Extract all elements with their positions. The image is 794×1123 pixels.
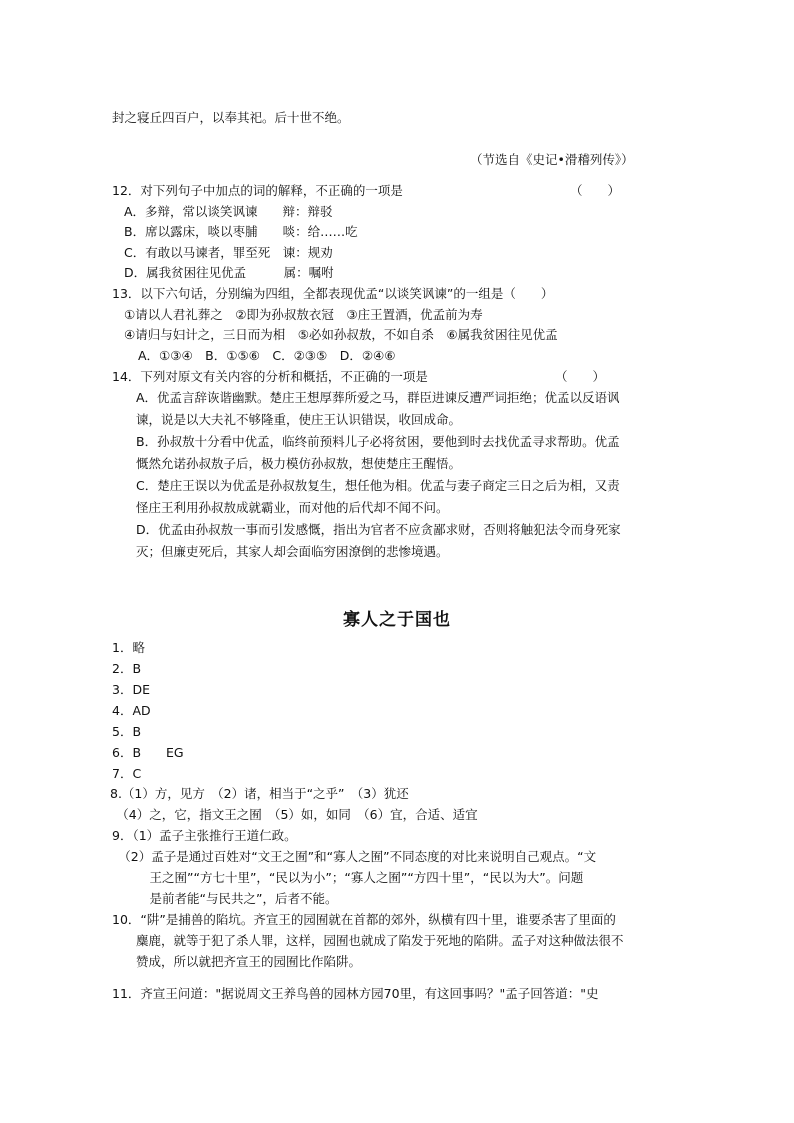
q12-option-d: D．属我贫困往见优孟 属：嘱咐 (124, 265, 334, 280)
q12-stem (112, 181, 403, 201)
q14-option-d-line-1: D．优孟由孙叔敖一事而引发感慨，指出为官者不应贪鄙求财，否则将触犯法令而身死家 (136, 522, 621, 537)
q14-option-d-line-2: 灭；但廉吏死后，其家人却会面临穷困潦倒的悲惨境遇。 (136, 544, 449, 559)
q13-line-1: ①请以人君礼葬之 ②即为孙叔敖衣冠 ③庄王置酒，优孟前为寿 (124, 307, 483, 322)
answer-4: 4．AD (112, 703, 151, 718)
q14-option-b-line-1: B．孙叔敖十分看中优孟，临终前预料儿子必将贫困，要他到时去找优孟寻求帮助。优孟 (136, 434, 620, 449)
answer-10-line-1: 10．“阱”是捕兽的陷坑。齐宣王的园囿就在首都的郊外，纵横有四十里，谁要杀害了里面的 (112, 912, 616, 927)
answer-5: 5．B (112, 724, 142, 739)
q12-stem-text: 12．对下列句子中加点的词的解释，不正确的一项是 (112, 183, 403, 198)
q14-answer-paren: （ ） (555, 369, 606, 384)
passage-end-line: 封之寝丘四百户，以奉其祀。后十世不绝。 (112, 110, 350, 125)
q12-option-b: B．席以露床，啖以枣脯 啖：给……吃 (124, 224, 358, 239)
answers-section-title: 寡人之于国也 (343, 610, 451, 630)
answer-8-line-2: （4）之，它，指文王之囿 （5）如，如同 （6）宜，合适、适宜 (110, 807, 478, 822)
q14-option-c-line-2: 怪庄王利用孙叔敖成就霸业，而对他的后代却不闻不问。 (136, 500, 449, 515)
q14-option-b-line-2: 慨然允诺孙叔敖子后，极力模仿孙叔敖，想使楚庄王醒悟。 (136, 456, 462, 471)
q14-option-a-line-2: 谏，说是以大夫礼不够隆重，使庄王认识错误，收回成命。 (136, 412, 462, 427)
answer-1: 1．略 (112, 640, 145, 655)
answer-9-line-1: 9．（1）孟子主张推行王道仁政。 (112, 828, 297, 843)
q12-option-a: A．多辩，常以谈笑讽谏 辩：辩驳 (124, 204, 333, 219)
passage-source: （节选自《史记•滑稽列传》） (470, 152, 634, 167)
answer-2: 2．B (112, 661, 142, 676)
q13-choices: A．①③④ B．①⑤⑥ C．②③⑤ D．②④⑥ (138, 348, 396, 363)
q12-answer-paren: （ ） (570, 183, 621, 198)
answer-9-line-2: （2）孟子是通过百姓对“文王之囿”和“寡人之囿”不同态度的对比来说明自己观点。“文 (112, 849, 597, 864)
answer-8-line-1: 8.（1）方，见方 （2）诸，相当于“之乎” （3）犹还 (110, 786, 409, 801)
q14-option-a-line-1: A．优孟言辞诙谐幽默。楚庄王想厚葬所爱之马，群臣进谏反遭严词拒绝；优孟以反语讽 (136, 390, 620, 405)
q14-option-c-line-1: C．楚庄王误以为优孟是孙叔敖复生，想任他为相。优孟与妻子商定三日之后为相，又责 (136, 478, 620, 493)
answer-3: 3．DE (112, 682, 150, 697)
q12-option-c: C．有敢以马谏者，罪至死 谏：规劝 (124, 245, 333, 260)
q13-stem: 13．以下六句话，分别编为四组，全都表现优孟“以谈笑讽谏”的一组是（ ） (112, 286, 554, 301)
answer-6: 6．B EG (112, 745, 184, 760)
answer-9-line-4: 是前者能“与民共之”，后者不能。 (112, 891, 338, 906)
answer-10-line-2: 麋鹿，就等于犯了杀人罪，这样，园囿也就成了陷发于死地的陷阱。孟子对这种做法很不 (136, 933, 624, 948)
answer-9-line-3: 王之囿”“方七十里”，“民以为小”；“寡人之囿”“方四十里”，“民以为大”。问题 (112, 870, 584, 885)
answer-7: 7．C (112, 766, 142, 781)
q13-line-2: ④请归与妇计之，三日而为相 ⑤必如孙叔敖，不如自杀 ⑥属我贫困往见优孟 (124, 327, 558, 342)
answer-11-line-1: 11．齐宣王问道："据说周文王养鸟兽的园林方园70里，有这回事吗？"孟子回答道："史 (112, 986, 599, 1001)
q14-stem: 14．下列对原文有关内容的分析和概括，不正确的一项是 (112, 369, 428, 384)
answer-10-line-3: 赞成，所以就把齐宣王的园囿比作陷阱。 (136, 954, 362, 969)
